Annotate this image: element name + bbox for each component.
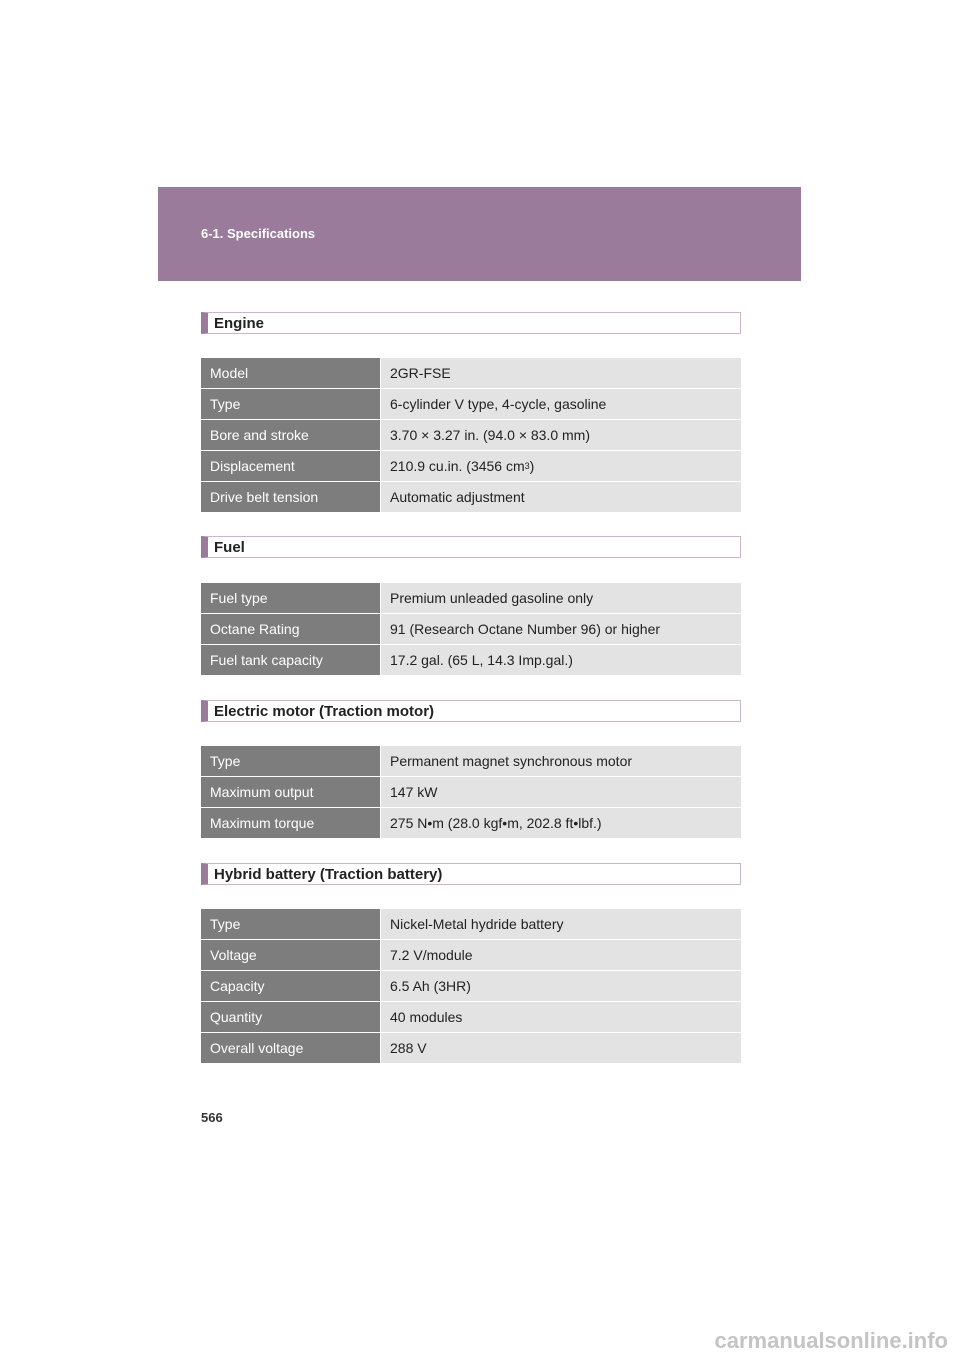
table-row: Maximum output 147 kW (201, 777, 741, 807)
engine-heading: Engine (201, 312, 741, 334)
table-row: Maximum torque 275 N•m (28.0 kgf•m, 202.8 ft•lbf.) (201, 808, 741, 838)
table-row: Capacity 6.5 Ah (3HR) (201, 971, 741, 1001)
table-row: Displacement 210.9 cu.in. (3456 cm 3 ) (201, 451, 741, 481)
battery-heading: Hybrid battery (Traction battery) (201, 863, 741, 885)
table-row: Fuel tank capacity 17.2 gal. (65 L, 14.3 Imp.gal.) (201, 645, 741, 675)
table-row: Bore and stroke 3.70 × 3.27 in. (94.0 × 83.0 mm) (201, 420, 741, 450)
motor-section (201, 700, 741, 722)
motor-table (201, 746, 741, 839)
fuel-heading: Fuel (201, 536, 741, 558)
table-row: Overall voltage 288 V (201, 1033, 741, 1063)
section-label: 6-1. Specifications (201, 226, 316, 241)
chapter-header-band (158, 187, 801, 281)
table-row: Fuel type Premium unleaded gasoline only (201, 583, 741, 613)
motor-heading: Electric motor (Traction motor) (201, 700, 741, 722)
table-row: Drive belt tension Automatic adjustment (201, 482, 741, 512)
fuel-table (201, 583, 741, 676)
battery-section (201, 863, 741, 885)
watermark: carmanualsonline.info (714, 1328, 948, 1353)
battery-table (201, 909, 741, 1064)
table-row: Quantity 40 modules (201, 1002, 741, 1032)
engine-table (201, 358, 741, 513)
table-row: Type Nickel-Metal hydride battery (201, 909, 741, 939)
table-row: Octane Rating 91 (Research Octane Number 96) or higher (201, 614, 741, 644)
page-number: 566 (201, 1110, 223, 1125)
engine-section (201, 312, 741, 334)
table-row: Model 2GR-FSE (201, 358, 741, 388)
table-row: Type Permanent magnet synchronous motor (201, 746, 741, 776)
table-row: Type 6-cylinder V type, 4-cycle, gasoline (201, 389, 741, 419)
fuel-section (201, 536, 741, 558)
table-row: Voltage 7.2 V/module (201, 940, 741, 970)
